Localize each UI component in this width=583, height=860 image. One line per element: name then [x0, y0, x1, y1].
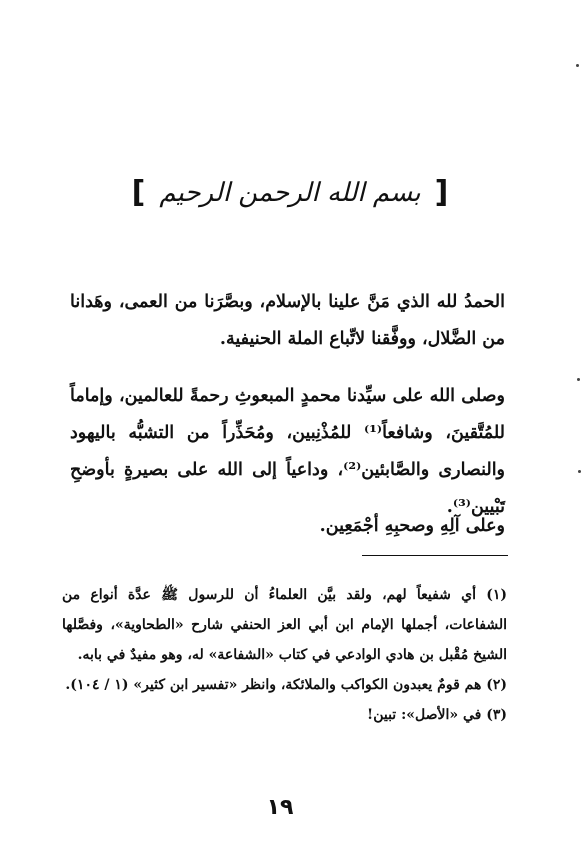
footnote-1: (١) أي شفيعاً لهم، ولقد بيَّن العلماءُ أن للرسول ﷺ عدَّة أنواع من الشفاعات، أجملها الإمام ابن أبي العز الحنفي شارح «الطحاوية»، وفصَّلها الشيخ مُقْبل بن هادي الوادعي في كتاب «الشفاعة» له، وهو مفيدٌ في بابه. [62, 587, 507, 663]
paragraph-family: وعلى آلِهِ وصحبِهِ أجْمَعِين. [319, 515, 505, 536]
scan-speck [576, 64, 579, 67]
page-number: ١٩ [266, 795, 294, 820]
scan-speck [578, 470, 581, 473]
basmala-close-bracket: ] [131, 175, 146, 210]
footnote-separator [362, 555, 508, 556]
basmala-open-bracket: [ [434, 175, 449, 210]
footnote-3: (٣) في «الأصل»: تبين! [367, 707, 507, 723]
basmala-heading [131, 168, 449, 218]
paragraph-praise: الحمدُ لله الذي مَنَّ علينا بالإسلام، وبصَّرَنا من العمى، وهَدانا من الضَّلال، ووفَّقنا لاتِّباع الملة الحنيفية. [70, 291, 505, 349]
paragraph-salutation: وصلى الله على سيِّدنا محمدٍ المبعوثِ رحمةً للعالمين، وإماماً للمُتَّقينَ، وشافعاً⁽¹⁾ للمُذْنِبين، ومُحَذِّراً من التشبُّه باليهود والنصارى والصَّابئين⁽²⁾، وداعياً إلى الله على بصيرةٍ بأوضحِ تَبْيين⁽³⁾. [70, 385, 506, 517]
scan-speck [577, 378, 580, 381]
footnote-2: (٢) هم قومٌ يعبدون الكواكب والملائكة، وانظر «تفسير ابن كثير» (١ / ١٠٤). [65, 677, 507, 693]
basmala-text: بسم الله الرحمن الرحيم [159, 178, 421, 208]
footnotes [62, 580, 507, 730]
